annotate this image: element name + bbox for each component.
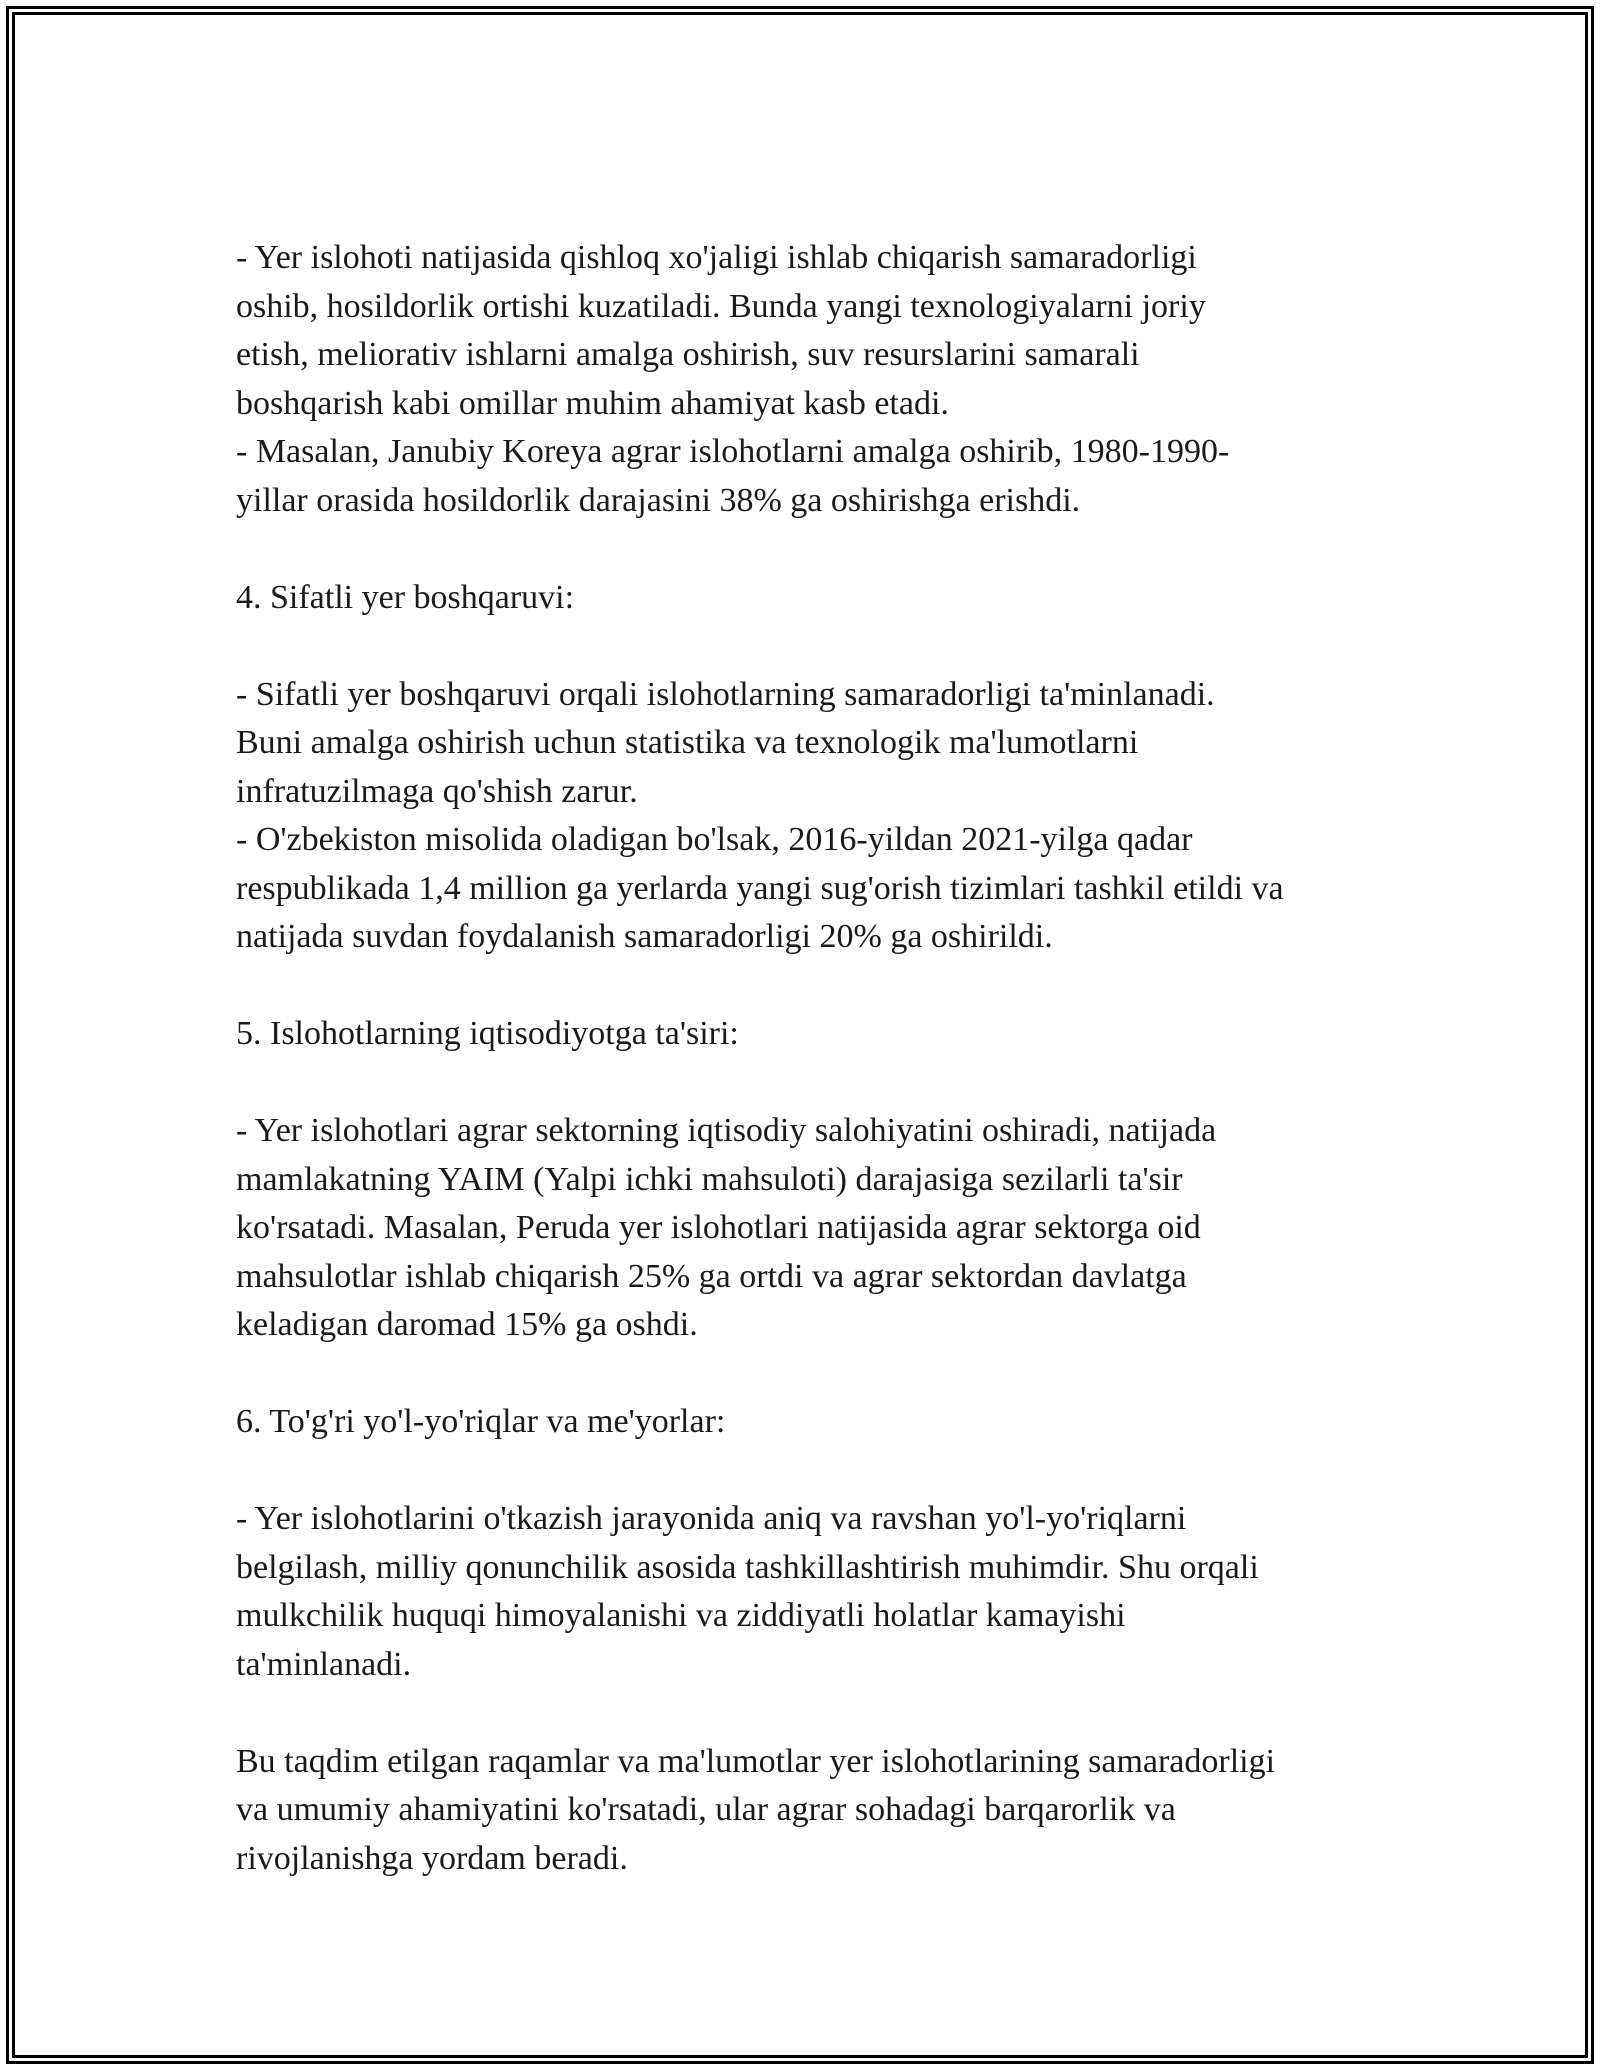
section-heading-economic-impact: 5. Islohotlarning iqtisodiyotga ta'siri: <box>236 1015 739 1052</box>
paragraph-land-management: - Sifatli yer boshqaruvi orqali islohotlarning samaradorligi ta'minlanadi. Buni amalga oshirish uchun statistika va texnologik ma'lumotlarni infratuzilmaga qo'shish zarur. - O'zbekiston misolida oladigan bo'lsak, 2016-yildan 2021-yilga qadar respublikada 1,4 million ga yerlarda yangi sug'orish tizimlari tashkil etildi va natijada suvdan foydalanish samaradorligi 20% ga oshirildi. <box>236 675 1284 955</box>
section-heading-guidelines: 6. To'g'ri yo'l-yo'riqlar va me'yorlar: <box>236 1403 726 1440</box>
document-body <box>236 234 1396 1883</box>
paragraph-conclusion: Bu taqdim etilgan raqamlar va ma'lumotlar yer islohotlarining samaradorligi va umumiy ahamiyatini ko'rsatadi, ular agrar sohadagi barqarorlik va rivojlanishga yordam beradi. <box>236 1742 1276 1877</box>
paragraph-guidelines: - Yer islohotlarini o'tkazish jarayonida aniq va ravshan yo'l-yo'riqlarni belgilash, milliy qonunchilik asosida tashkillashtirish muhimdir. Shu orqali mulkchilik huquqi himoyalanishi va ziddiyatli holatlar kamayishi ta'minlanadi. <box>236 1500 1259 1683</box>
section-heading-land-management: 4. Sifatli yer boshqaruvi: <box>236 578 575 616</box>
paragraph-yield-growth: - Yer islohoti natijasida qishloq xo'jaligi ishlab chiqarish samaradorligi oshib, hosildorlik ortishi kuzatiladi. Bunda yangi texnologiyalarni joriy etish, meliorativ ishlarni amalga oshirish, suv resurslarini samarali boshqarish kabi omillar muhim ahamiyat kasb etadi. - Masalan, Janubiy Koreya agrar islohotlarni amalga oshirib, 1980-1990- yillar orasida hosildorlik darajasini 38% ga oshirishga erishdi. <box>236 239 1230 519</box>
paragraph-economic-impact: - Yer islohotlari agrar sektorning iqtisodiy salohiyatini oshiradi, natijada mamlakatning YAIM (Yalpi ichki mahsuloti) darajasiga sezilarli ta'sir ko'rsatadi. Masalan, Peruda yer islohotlari natijasida agrar sektorga oid mahsulotlar ishlab chiqarish 25% ga ortdi va agrar sektordan davlatga keladigan daromad 15% ga oshdi. <box>236 1112 1217 1343</box>
